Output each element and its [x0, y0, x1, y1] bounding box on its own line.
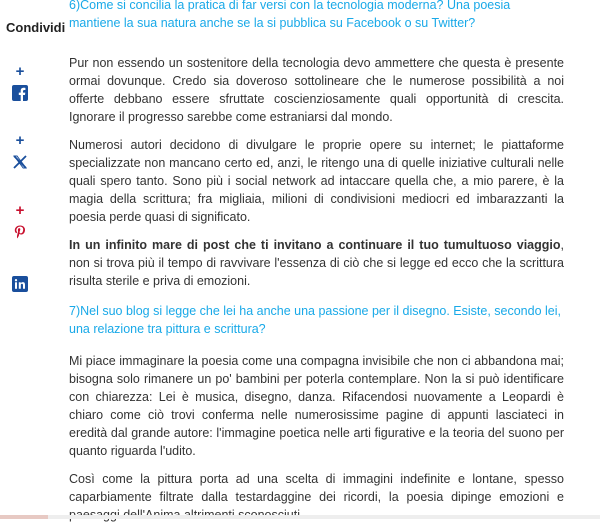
pinterest-icon — [12, 224, 28, 240]
article-paragraph: Mi piace immaginare la poesia come una compagna invisibile che non ci abbandona mai; bisogna solo rimanere un po' bambini per poterla contemplare. Non la si può identificare con chiarezza: Lei è musica, disegno, danza. Rifacendosi nuovamente a Leopardi è chiaro come ciò trovi conferma nelle numerosissime pagine di appunti lasciateci in eredità dal grande autore: l'immagine poetica nelle arti figurative e la teoria del suono per quanto riguarda l'udito. — [69, 354, 564, 458]
article-paragraph: Pur non essendo un sostenitore della tecnologia devo ammettere che questa è presente ormai dovunque. Credo sia doveroso sottolineare che le numerose possibilità a noi offerte debbano essere sfruttate coscienziosamente quali opportunità di crescita. Ignorare il progresso sarebbe come estraniarsi dal mondo. — [69, 56, 564, 124]
interview-question: 6)Come si concilia la pratica di far versi con la tecnologia moderna? Una poesia mantiene la sua natura anche se la si pubblica su Facebook o su Twitter? — [69, 0, 511, 30]
linkedin-icon — [12, 276, 28, 292]
plus-icon: + — [15, 132, 25, 149]
share-x-button[interactable] — [9, 134, 31, 170]
facebook-icon — [12, 85, 28, 101]
interview-question: 7)Nel suo blog si legge che lei ha anche una passione per il disegno. Esiste, secondo lei, una relazione tra pittura e scrittura? — [69, 304, 561, 336]
x-icon — [12, 154, 28, 170]
horizontal-scrollbar[interactable] — [0, 515, 600, 519]
plus-icon: + — [15, 63, 25, 80]
share-linkedin-button[interactable] — [9, 276, 31, 292]
bold-phrase: In un infinito mare di post che ti invitano a continuare il tuo tumultuoso viaggio — [69, 238, 561, 252]
share-title: Condividi — [6, 20, 66, 35]
share-facebook-button[interactable] — [9, 65, 31, 101]
paragraph-text: , non si trova più il tempo di ravvivare l'essenza di ciò che si legge ed ecco che la scrittura risulta sterile e priva di emozioni. — [69, 238, 564, 288]
plus-icon: + — [15, 202, 25, 219]
article-paragraph: Così come la pittura porta ad una scelta di immagini indefinite e lontane, spesso caparbiamente filtrate dalla testardaggine dei ricordi, la poesia dipinge emozioni e — [69, 472, 564, 504]
share-pinterest-button[interactable] — [9, 204, 31, 240]
article-paragraph — [69, 236, 564, 290]
article-paragraph: Numerosi autori decidono di divulgare le proprie opere su internet; le piattaforme specializzate non mancano certo ed, anzi, le ritengo una di quelle iniziative culturali nelle quali spero tanto. Sono più i social network ad intaccare quella che, a mio parere, è la magia della scrittura; fra migliaia, milioni di condivisioni mediocri ed imbarazzanti la poesia perde quasi di significato. — [69, 138, 564, 224]
